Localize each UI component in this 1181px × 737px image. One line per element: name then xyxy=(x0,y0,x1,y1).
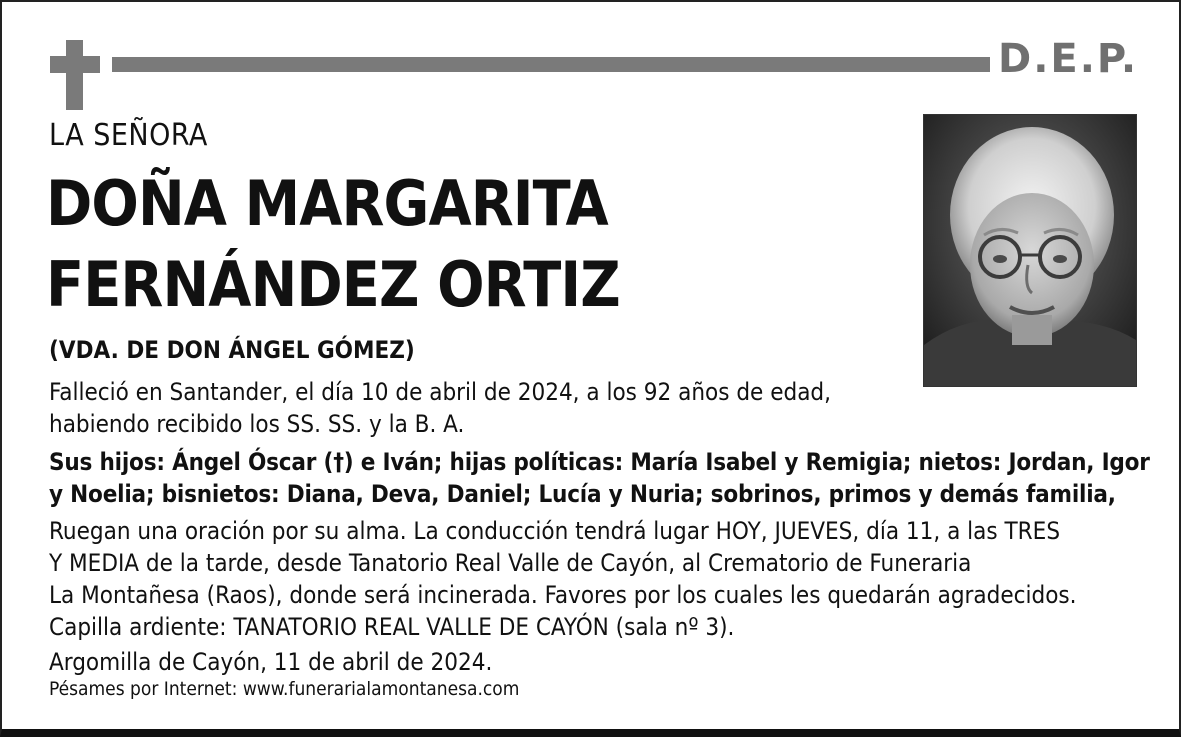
service-line: Ruegan una oración por su alma. La conducción tendrá lugar HOY, JUEVES, día 11, a las TRES xyxy=(49,517,1061,545)
family-line: Sus hijos: Ángel Óscar (†) e Iván; hijas políticas: María Isabel y Remigia; nietos: Jordan, Igor xyxy=(49,448,1150,476)
cross-icon xyxy=(66,40,83,110)
widow-of: (VDA. DE DON ÁNGEL GÓMEZ) xyxy=(49,336,415,364)
deceased-name-line-1: DOÑA MARGARITA xyxy=(46,167,608,240)
service-paragraph xyxy=(49,515,1077,643)
family-paragraph xyxy=(49,446,1150,510)
family-line: y Noelia; bisnietos: Diana, Deva, Daniel; Lucía y Nuria; sobrinos, primos y demás familia, xyxy=(49,480,1116,508)
portrait-photo xyxy=(923,114,1137,387)
honorific: LA SEÑORA xyxy=(49,118,208,153)
portrait-image xyxy=(924,115,1136,386)
dep-heading: D.E.P. xyxy=(998,36,1139,82)
death-line: Falleció en Santander, el día 10 de abril de 2024, a los 92 años de edad, xyxy=(49,378,831,406)
deceased-name-line-2: FERNÁNDEZ ORTIZ xyxy=(46,248,620,321)
service-line: Y MEDIA de la tarde, desde Tanatorio Real Valle de Cayón, al Crematorio de Funeraria xyxy=(49,549,972,577)
place-date: Argomilla de Cayón, 11 de abril de 2024. xyxy=(49,648,493,676)
header-rule xyxy=(112,57,990,72)
condolences-web: Pésames por Internet: www.funerarialamontanesa.com xyxy=(49,678,520,700)
service-line: La Montañesa (Raos), donde será incinerada. Favores por los cuales les quedarán agradecidos. xyxy=(49,581,1077,609)
service-line: Capilla ardiente: TANATORIO REAL VALLE DE CAYÓN (sala nº 3). xyxy=(49,613,735,641)
death-paragraph xyxy=(49,376,831,440)
cross-icon-bar xyxy=(50,56,100,73)
death-line: habiendo recibido los SS. SS. y la B. A. xyxy=(49,410,465,438)
